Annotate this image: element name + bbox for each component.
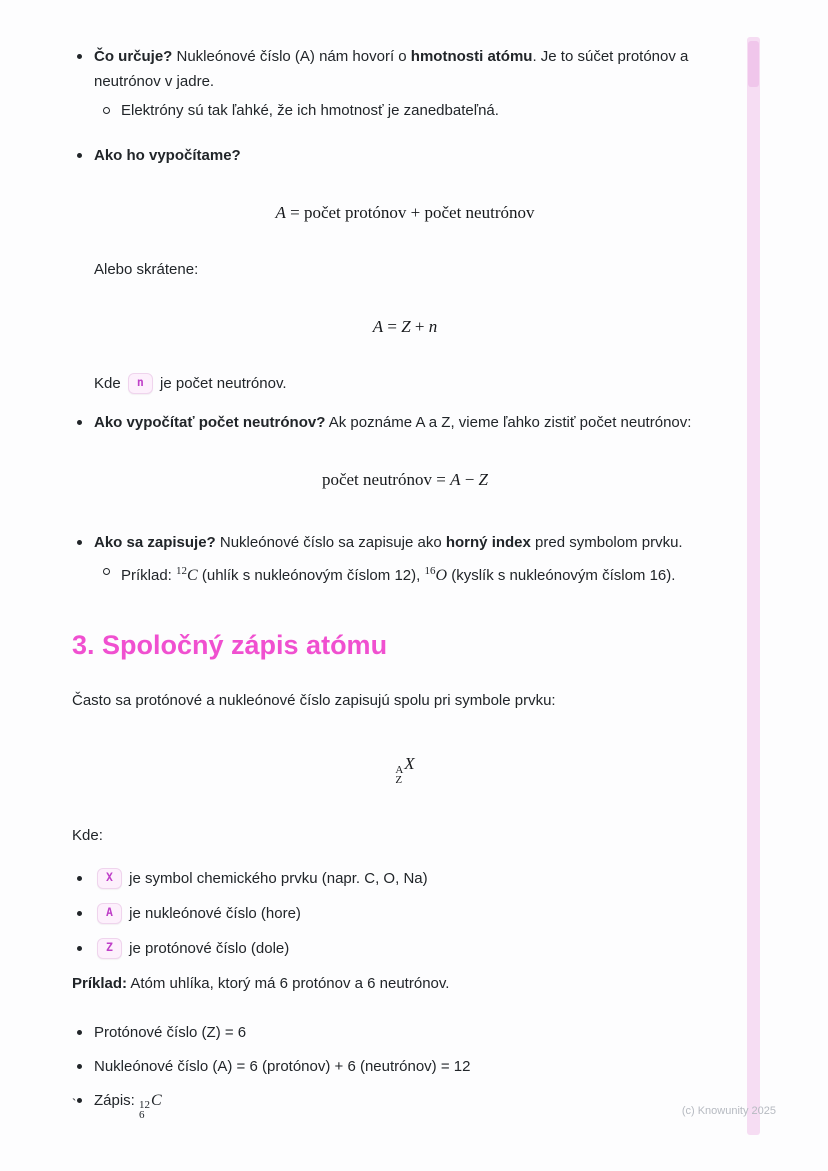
math-operator: = bbox=[383, 317, 402, 336]
math-superscript: 16 bbox=[424, 565, 436, 577]
sub-list-item-priklad bbox=[94, 559, 738, 588]
bullet-list bbox=[72, 410, 738, 435]
list-item-chip-z bbox=[72, 936, 738, 961]
paragraph-alebo-skratene bbox=[72, 257, 738, 282]
scrollbar-thumb[interactable] bbox=[748, 41, 759, 87]
body-text: (kyslík s nukleónovým číslom 16). bbox=[447, 567, 676, 584]
formula-neutrons bbox=[72, 467, 738, 492]
paragraph-kde-n bbox=[72, 371, 738, 396]
math-subscript: 6 bbox=[139, 1109, 145, 1121]
list-item-zapis-c bbox=[72, 1088, 738, 1120]
body-text: Príklad: bbox=[121, 567, 177, 584]
math-subscript: Z bbox=[395, 774, 403, 786]
body-text: pred symbolom prvku. bbox=[530, 534, 683, 551]
code-chip-z: Z bbox=[97, 938, 122, 959]
body-text: je symbol chemického prvku (napr. C, O, Na) bbox=[125, 870, 428, 887]
body-text: Zápis: bbox=[94, 1092, 140, 1109]
bullet-list bbox=[72, 44, 738, 168]
math-stack bbox=[395, 765, 403, 785]
body-text: Atóm uhlíka, ktorý má 6 protónov a 6 neutrónov. bbox=[127, 975, 450, 992]
bold-text: Ako ho vypočítame? bbox=[94, 147, 241, 164]
body-text: Často sa protónové a nukleónové číslo zapisujú spolu pri symbole prvku: bbox=[72, 692, 556, 709]
math-variable: Z bbox=[478, 470, 489, 489]
math-superscript: A bbox=[395, 764, 404, 776]
list-item-neutrony bbox=[72, 410, 738, 435]
math-variable: A bbox=[372, 317, 384, 336]
bullet-list bbox=[72, 530, 738, 588]
code-chip-x: X bbox=[97, 868, 122, 889]
formula-azx bbox=[72, 751, 738, 785]
math-variable: A bbox=[450, 470, 461, 489]
body-text: Kde: bbox=[72, 827, 103, 844]
watermark: (c) Knowunity 2025 bbox=[681, 1105, 776, 1117]
section-heading: 3. Spoločný zápis atómu bbox=[72, 630, 388, 660]
body-text: je počet neutrónov. bbox=[155, 375, 287, 392]
sub-bullet-list bbox=[94, 98, 738, 123]
math-variable: O bbox=[435, 567, 448, 584]
body-text: Nukleónové číslo sa zapisuje ako bbox=[215, 534, 446, 551]
body-text: je nukleónové číslo (hore) bbox=[125, 905, 301, 922]
bold-text: Čo určuje? bbox=[94, 48, 173, 65]
stray-character: ` bbox=[72, 1096, 77, 1111]
body-text: Nukleónové číslo (A) nám hovorí o bbox=[172, 48, 411, 65]
formula-a-sum bbox=[72, 200, 738, 225]
body-text: Elektróny sú tak ľahké, že ich hmotnosť je zanedbateľná. bbox=[121, 102, 499, 119]
math-variable: C bbox=[187, 567, 198, 584]
sub-bullet-list bbox=[94, 559, 738, 588]
bold-text: hmotnosti atómu bbox=[410, 48, 533, 65]
math-variable: C bbox=[151, 1092, 162, 1109]
math-operator: − bbox=[460, 470, 479, 489]
math-stack bbox=[139, 1100, 150, 1120]
paragraph-intro bbox=[72, 688, 738, 713]
body-text: Protónové číslo (Z) = 6 bbox=[94, 1024, 247, 1041]
body-text: Kde bbox=[94, 375, 125, 392]
body-text: Ak poznáme A a Z, vieme ľahko zistiť počet neutrónov: bbox=[325, 414, 692, 431]
paragraph-priklad bbox=[72, 971, 738, 996]
body-text: (uhlík s nukleónovým číslom 12), bbox=[197, 567, 425, 584]
formula-a-z-n bbox=[72, 314, 738, 339]
bullet-list-final bbox=[72, 1020, 738, 1120]
math-superscript: 12 bbox=[176, 565, 188, 577]
bold-text: Ako sa zapisuje? bbox=[94, 534, 216, 551]
math-superscript: 12 bbox=[139, 1099, 151, 1111]
math-variable: n bbox=[428, 317, 438, 336]
bold-text: Ako vypočítať počet neutrónov? bbox=[94, 414, 326, 431]
math-variable: A bbox=[275, 203, 286, 222]
body-text: Nukleónové číslo (A) = 6 (protónov) + 6 (neutrónov) = 12 bbox=[94, 1058, 471, 1075]
list-item-chip-a bbox=[72, 901, 738, 926]
math-text: = počet protónov + počet neutrónov bbox=[285, 203, 535, 222]
bold-text: Príklad: bbox=[72, 975, 128, 992]
bold-text: horný index bbox=[445, 534, 531, 551]
paragraph-kde bbox=[72, 823, 738, 848]
sub-list-item-elektrony bbox=[94, 98, 738, 123]
list-item-chip-x bbox=[72, 866, 738, 891]
list-item-protonove bbox=[72, 1020, 738, 1045]
code-chip-a: A bbox=[97, 903, 122, 924]
scrollbar-track[interactable] bbox=[747, 37, 760, 1135]
body-text: . Je to súčet protónov a neutrónov v jadre. bbox=[94, 48, 689, 90]
math-text: počet neutrónov = bbox=[321, 470, 451, 489]
body-text: Alebo skrátene: bbox=[94, 261, 199, 278]
list-item-co-urcuje bbox=[72, 44, 738, 123]
math-variable: Z bbox=[401, 317, 411, 336]
math-operator: + bbox=[410, 317, 429, 336]
list-item-zapis bbox=[72, 530, 738, 588]
body-text: je protónové číslo (dole) bbox=[125, 940, 290, 957]
code-chip-n: n bbox=[128, 373, 153, 394]
list-item-nukleonove bbox=[72, 1054, 738, 1079]
list-item-ako-vypocitame bbox=[72, 143, 738, 168]
math-variable: X bbox=[404, 754, 415, 773]
bullet-list-chips bbox=[72, 866, 738, 961]
